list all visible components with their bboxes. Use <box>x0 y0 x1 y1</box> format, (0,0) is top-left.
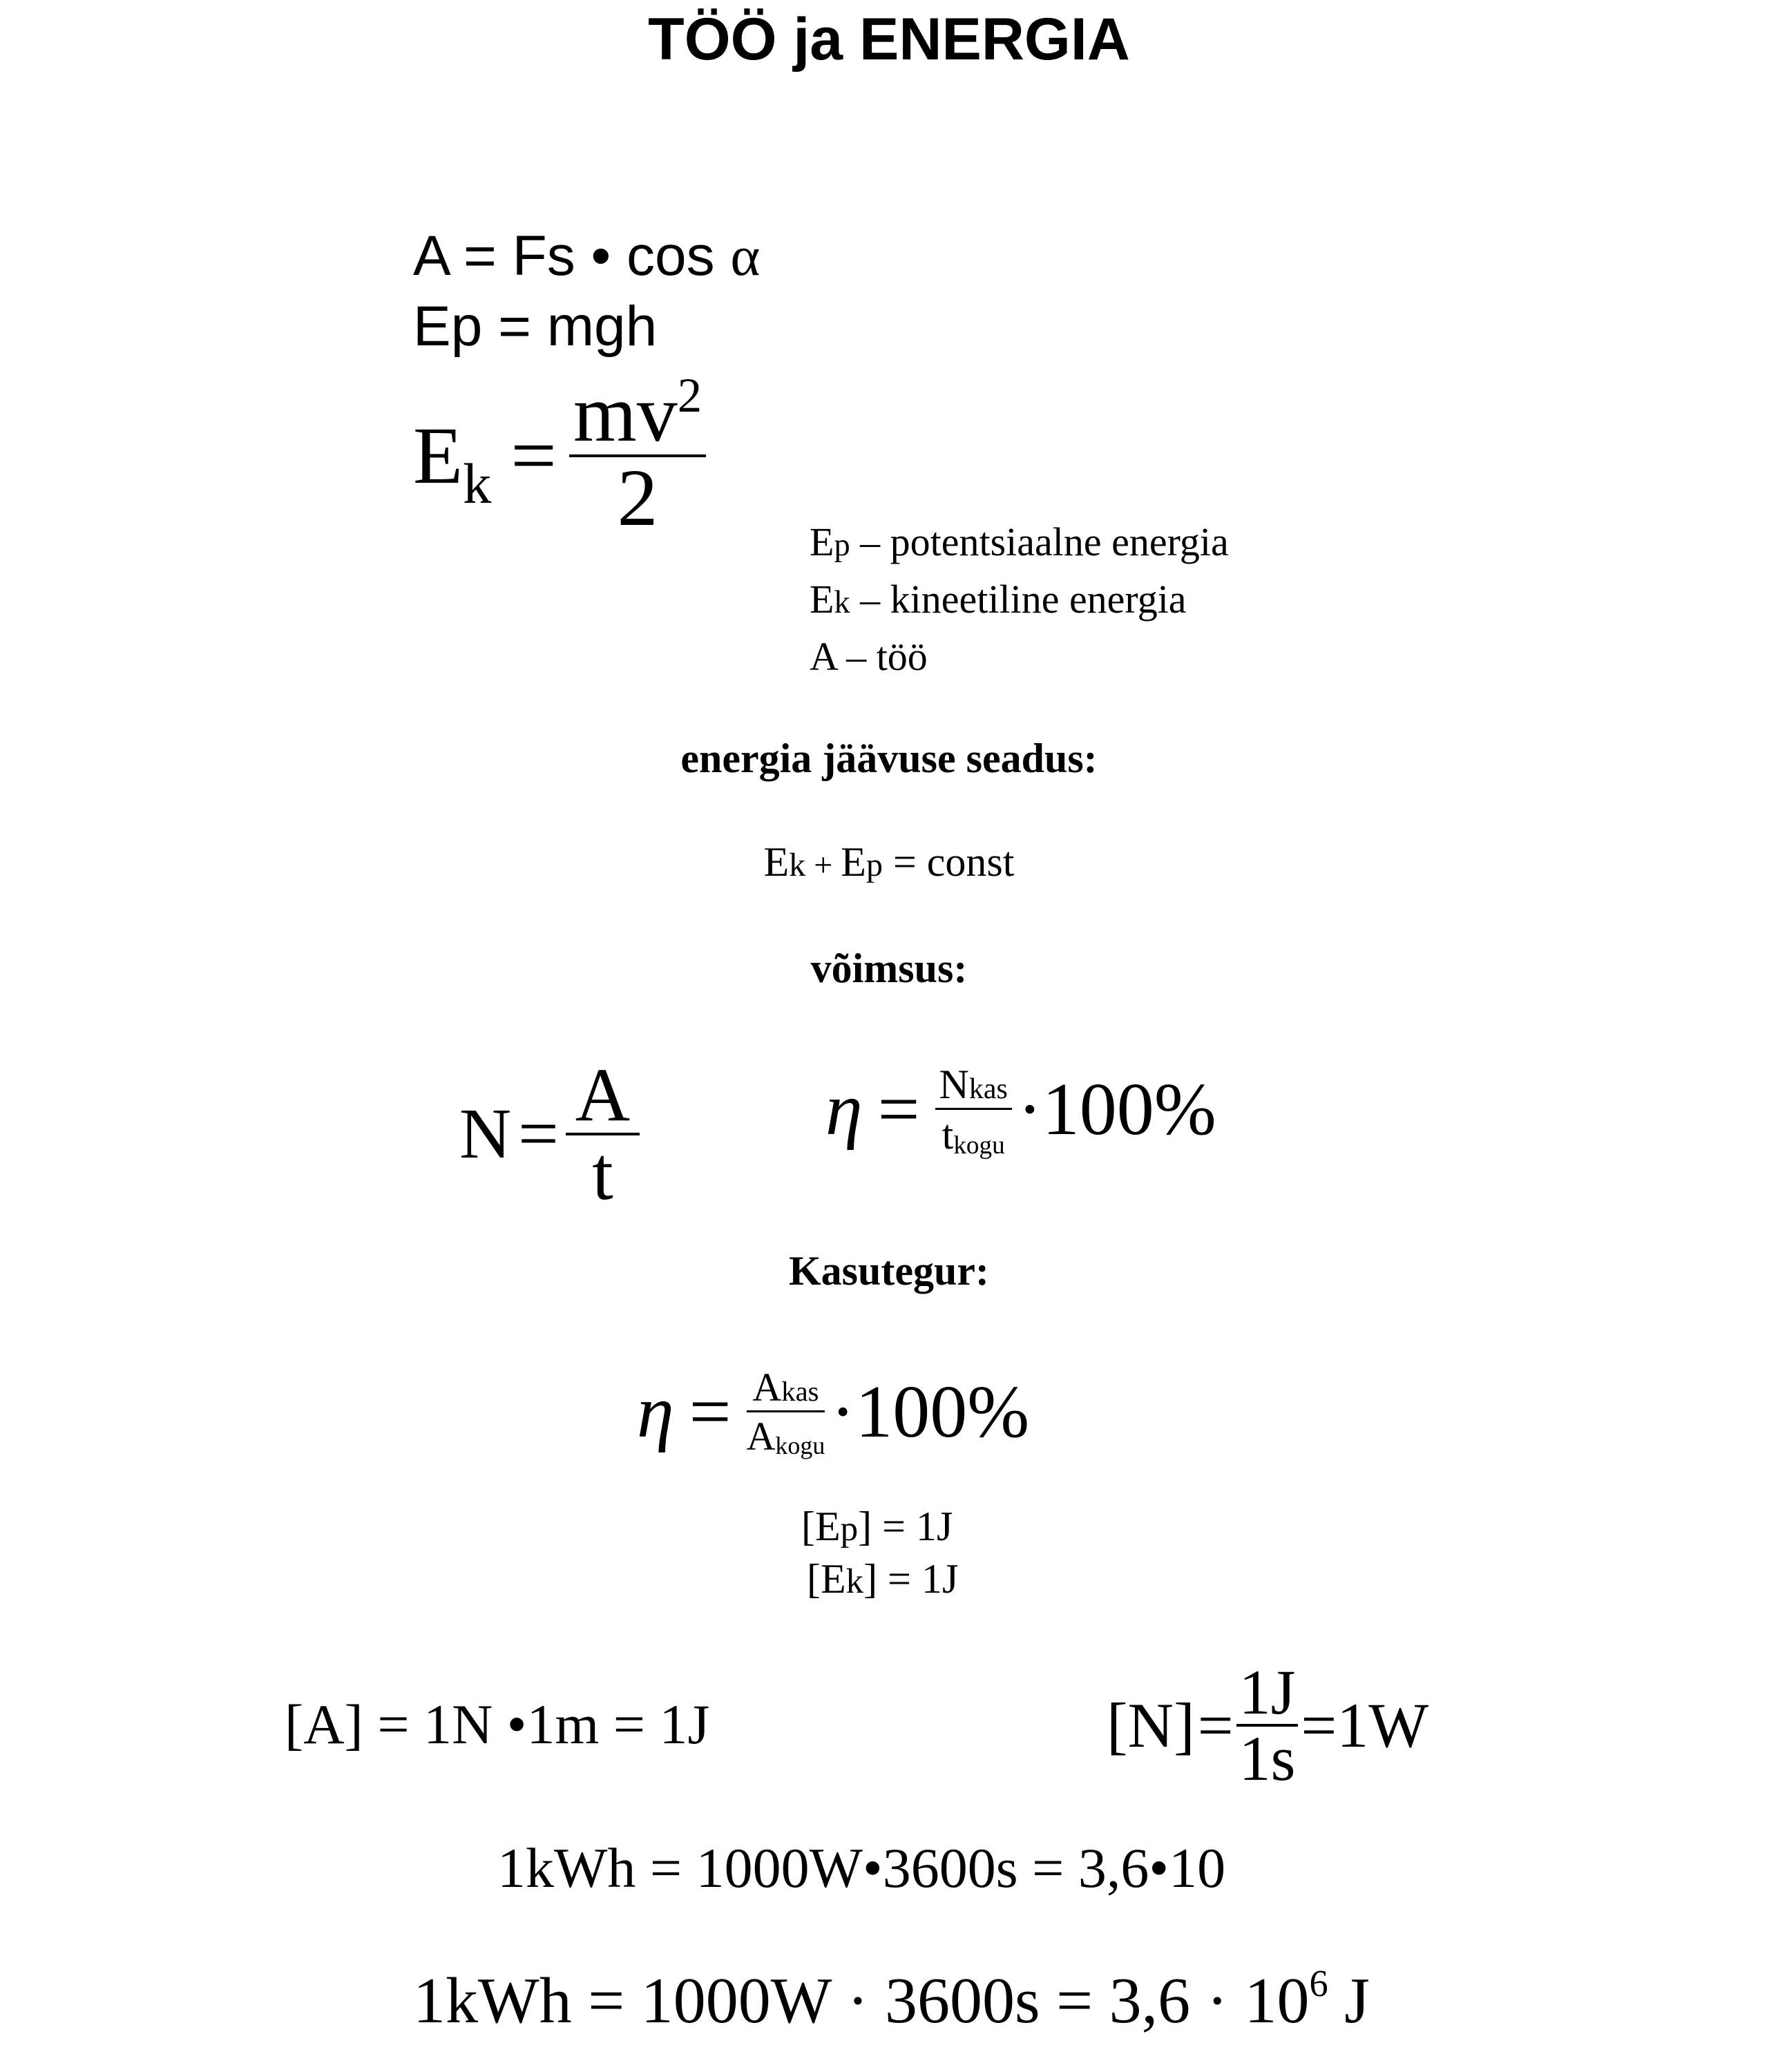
conservation-heading: energia jäävuse seadus: <box>680 736 1098 781</box>
legend <box>810 515 1229 684</box>
kinetic-eq: = <box>510 410 557 501</box>
power-lhs: N <box>459 1094 512 1173</box>
unit-ep: [Ep] = 1J <box>801 1504 953 1549</box>
legend-item-kinetic: Ek – kineetiline energia <box>810 577 1187 622</box>
unit-power-fraction: $\frac{1J}{1s}$ <box>1236 1660 1299 1790</box>
potential-energy-formula: Ep = mgh <box>413 295 658 358</box>
efficiency-formula <box>637 1365 1030 1460</box>
unit-power-rhs: =1W <box>1301 1690 1429 1761</box>
eta-power-fraction: $\frac{\text{Nkas}}{\text{tkogu}}$ <box>935 1064 1012 1155</box>
work-lhs: A <box>413 224 448 287</box>
power-fraction: $\frac{A}{t}$ <box>566 1057 640 1211</box>
kinetic-symbol: $E_k$ <box>413 410 492 515</box>
efficiency-fraction: $\frac{\text{Akas}}{\text{Akogu}}$ <box>746 1365 825 1460</box>
unit-power-eq: = <box>1197 1690 1234 1761</box>
eta-symbol: η <box>825 1068 863 1151</box>
eta-power-factor: ·100% <box>1017 1068 1216 1151</box>
kinetic-energy-formula <box>413 368 706 543</box>
efficiency-eq: = <box>689 1370 732 1453</box>
kwh-line-2: $1kWh = 1000W \cdot 3600s = 3,6 \cdot 10^6$ J <box>413 1961 1370 2037</box>
kinetic-fraction: $\frac{mv^2}{2}$ <box>569 373 706 539</box>
legend-item-work: A – töö <box>810 634 928 679</box>
efficiency-factor: ·100% <box>830 1370 1030 1453</box>
kwh-line-1: 1kWh = 1000W•3600s = 3,6•10 <box>497 1836 1226 1899</box>
work-rhs: Fs • cos <box>512 224 715 287</box>
conservation-formula: Ek + Ep = const <box>763 839 1015 885</box>
legend-item-potential: Ep – potentsiaalne energia <box>810 519 1229 564</box>
efficiency-eta: η <box>637 1370 674 1453</box>
unit-power <box>1107 1657 1429 1794</box>
power-eq: = <box>518 1094 559 1173</box>
page-title: TÖÖ ja ENERGIA <box>648 6 1130 73</box>
power-formula <box>459 1053 640 1216</box>
unit-ek: [Ek] = 1J <box>807 1556 959 1602</box>
eta-power-eq: = <box>877 1068 920 1151</box>
eta-power-formula <box>825 1062 1216 1160</box>
power-heading: võimsus: <box>810 946 968 991</box>
work-angle: α <box>730 224 761 287</box>
efficiency-heading: Kasutegur: <box>789 1248 989 1294</box>
unit-work: [A] = 1N •1m = 1J <box>285 1693 710 1756</box>
unit-power-lhs: [N] <box>1107 1690 1195 1761</box>
work-formula <box>413 224 761 287</box>
work-eq: = <box>463 224 497 287</box>
